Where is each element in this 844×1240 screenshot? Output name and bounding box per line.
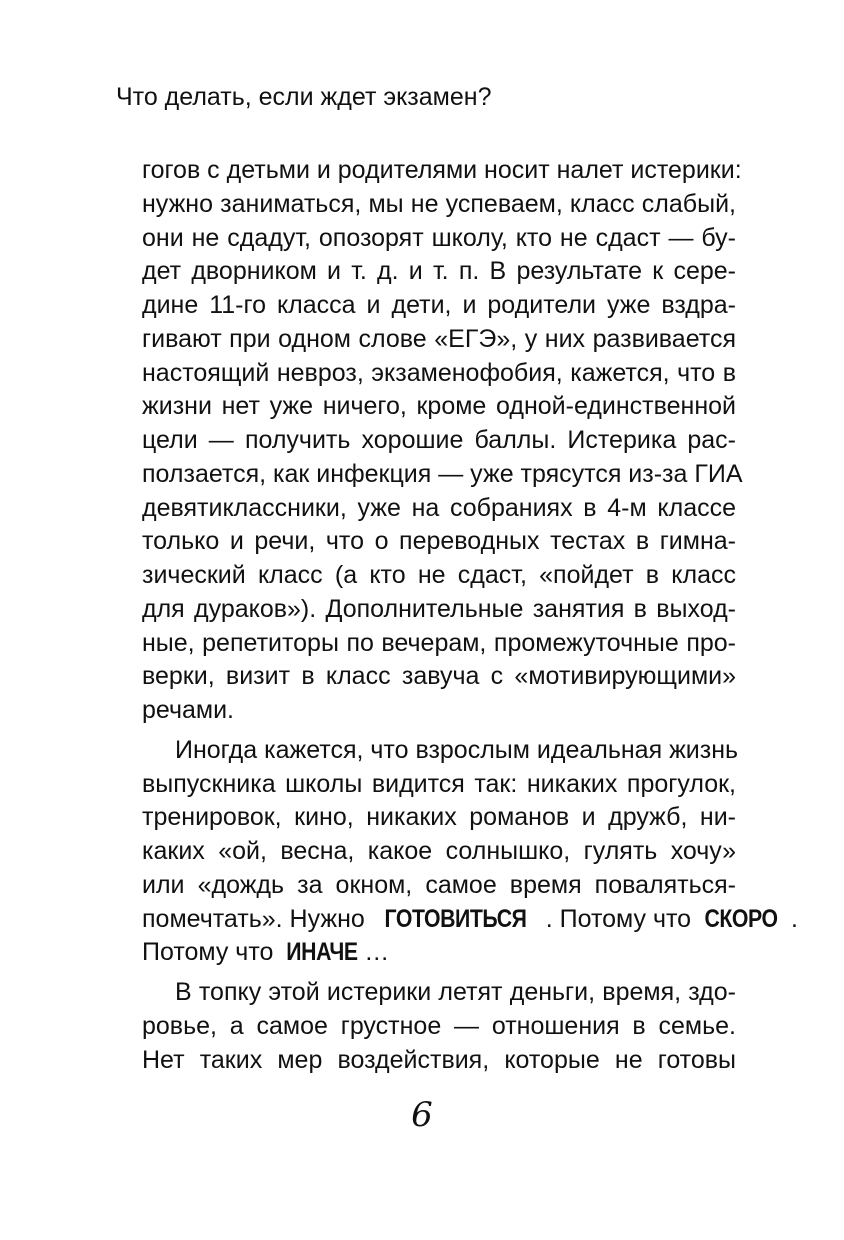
- text-line: тренировок, кино, никаких романов и дружб, ни-: [142, 803, 736, 832]
- text-line: или «дождь за окном, самое время поваляться-: [142, 870, 736, 899]
- text-line: дине 11-го класса и дети, и родители уже вздра-: [142, 291, 736, 319]
- text-line: цели — получить хорошие баллы. Истерика рас-: [142, 426, 736, 454]
- body-text: [142, 154, 798, 1077]
- emphasis-word: СКОРО: [704, 904, 778, 933]
- text-line: Нет таких мер воздействия, которые не готовы: [142, 1045, 736, 1074]
- text-line: настоящий невроз, экзаменофобия, кажется, что в: [142, 358, 736, 387]
- text-run: помечтать». Нужно: [142, 904, 372, 933]
- text-line: жизни нет уже ничего, кроме одной-единственной: [142, 392, 736, 421]
- text-line: [142, 903, 798, 937]
- text-line: девятиклассники, уже на собраниях в 4-м классе: [142, 493, 736, 522]
- text-line: для дураков»). Дополнительные занятия в выход-: [142, 594, 736, 623]
- emphasis-word: ИНАЧЕ: [286, 938, 358, 967]
- emphasis-word: ГОТОВИТЬСЯ: [384, 904, 527, 933]
- text-line: каких «ой, весна, какое солнышко, гулять хочу»: [142, 837, 736, 865]
- text-line: ные, репетиторы по вечерам, промежуточные про-: [142, 628, 736, 657]
- page-number: 6: [411, 1095, 433, 1135]
- text-line: [142, 936, 736, 970]
- text-line: выпускника школы видится так: никаких прогулок,: [142, 769, 736, 798]
- text-line: зический класс (а кто не сдаст, «пойдет в класс: [142, 561, 736, 589]
- text-line: нужно заниматься, мы не успеваем, класс слабый,: [142, 189, 736, 218]
- text-line: только и речи, что о переводных тестах в гимна-: [142, 527, 736, 556]
- text-line: дет дворником и т. д. и т. п. В результате к сере-: [142, 257, 736, 286]
- running-head: Что делать, если ждет экзамен?: [116, 83, 492, 111]
- text-line: они не сдадут, опозорят школу, кто не сдаст — бу-: [142, 223, 736, 252]
- text-line: речами.: [142, 696, 235, 724]
- text-line: гогов с детьми и родителями носит налет истерики:: [142, 156, 742, 184]
- text-run: . Потому что: [545, 904, 698, 933]
- text-run: Потому что: [142, 938, 281, 967]
- text-line: Иногда кажется, что взрослым идеальная жизнь: [175, 735, 739, 764]
- text-run: …: [364, 938, 390, 967]
- text-line: верки, визит в класс завуча с «мотивирующими»: [142, 662, 736, 691]
- text-line: В топку этой истерики летят деньги, время, здо-: [175, 978, 736, 1006]
- text-line: ползается, как инфекция — уже трясутся из-за ГИА: [142, 459, 743, 488]
- text-line: ровье, а самое грустное — отношения в семье.: [142, 1011, 736, 1040]
- text-run: .: [791, 904, 798, 933]
- text-line: гивают при одном слове «ЕГЭ», у них развивается: [142, 324, 736, 353]
